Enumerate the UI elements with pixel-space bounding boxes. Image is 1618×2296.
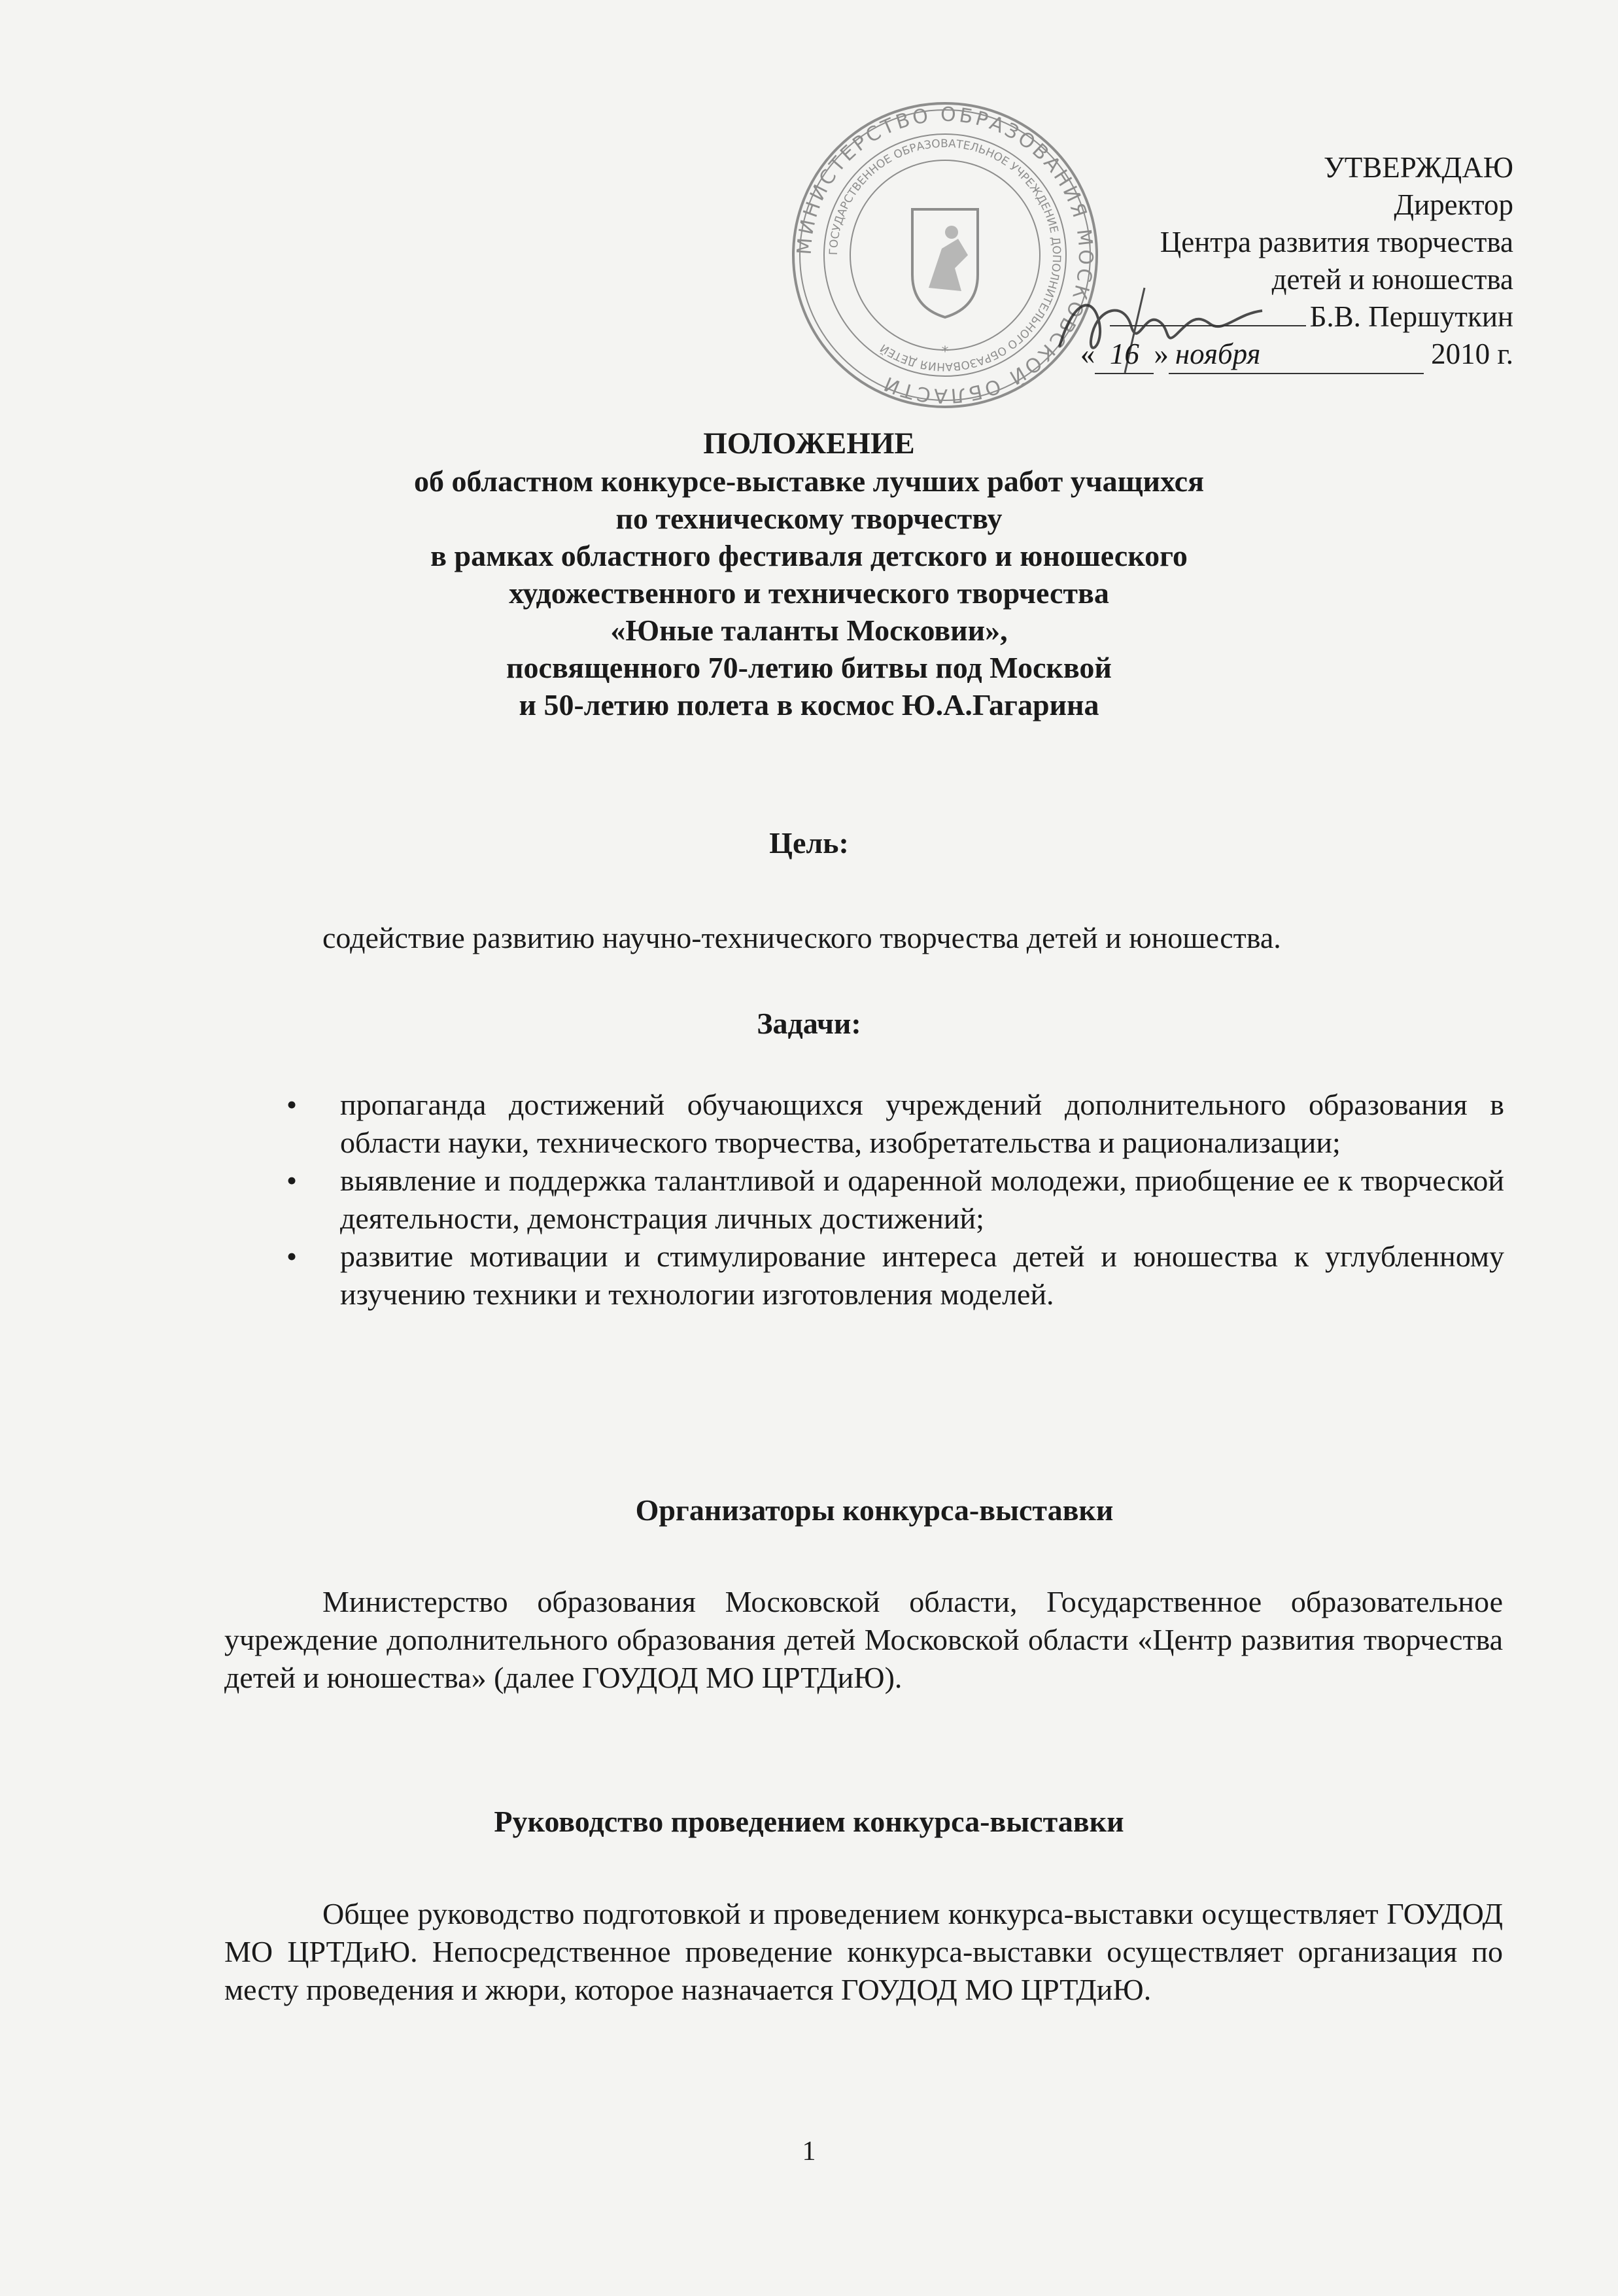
list-item: • выявление и поддержка талантливой и одаренной молодежи, приобщение ее к творческой деятельности, демонстрация личных достижений; [275, 1162, 1504, 1238]
approval-organization-cont: детей и юношества [1271, 263, 1513, 296]
list-item: • пропаганда достижений обучающихся учреждений дополнительного образования в области науки, технического творчества, изобретательства и рационализации; [275, 1086, 1504, 1162]
management-heading: Руководство проведением конкурса-выставки [494, 1805, 1124, 1838]
title-line: по техническому творчеству [615, 502, 1003, 535]
stamp-outer-text: МИНИСТЕРСТВО ОБРАЗОВАНИЯ МОСКОВСКОЙ ОБЛАСТИ [793, 103, 1097, 408]
tasks-heading: Задачи: [757, 1007, 861, 1040]
approval-year: 2010 г. [1431, 338, 1513, 370]
title-line: художественного и технического творчества [509, 576, 1109, 610]
bullet-icon: • [286, 1164, 298, 1197]
approval-day: 16 [1095, 336, 1154, 374]
svg-text:*: * [941, 344, 949, 360]
title-line: посвященного 70-летию битвы под Москвой [506, 651, 1112, 684]
document-title [196, 425, 1422, 723]
bullet-icon: • [286, 1088, 298, 1121]
approval-date: « 16 » ноября 2010 г. [1080, 336, 1513, 374]
tasks-list [275, 1086, 1504, 1313]
title-line: об областном конкурсе-выставке лучших работ учащихся [414, 464, 1204, 498]
approval-organization: Центра развития творчества [1160, 226, 1513, 258]
title-line: в рамках областного фестиваля детского и юношеского [430, 539, 1188, 572]
approval-position: Директор [1394, 188, 1513, 221]
organizers-text: Министерство образования Московской области, Государственное образовательное учреждение дополнительного образования детей Московской области «Центр развития творчества детей и юношества» (далее ГОУДОД МО ЦРТДиЮ). [224, 1585, 1503, 1694]
approval-month: ноября [1169, 336, 1424, 374]
title-line: «Юные таланты Московии», [610, 614, 1008, 647]
goal-heading: Цель: [769, 826, 849, 860]
document-title-main: ПОЛОЖЕНИЕ [703, 426, 915, 461]
approval-signature-line [925, 298, 1513, 336]
approval-block [925, 149, 1513, 374]
page-number: 1 [802, 2136, 816, 2166]
stamp-inner-text: ГОСУДАРСТВЕННОЕ ОБРАЗОВАТЕЛЬНОЕ УЧРЕЖДЕНИЕ ДОПОЛНИТЕЛЬНОГО ОБРАЗОВАНИЯ ДЕТЕЙ [827, 137, 1063, 374]
approval-director-name: Б.В. Першуткин [1309, 300, 1513, 333]
list-item: • развитие мотивации и стимулирование интереса детей и юношества к углубленному изучению техники и технологии изготовления моделей. [275, 1238, 1504, 1313]
management-text: Общее руководство подготовкой и проведением конкурса-выставки осуществляет ГОУДОД МО ЦРТДиЮ. Непосредственное проведение конкурса-выставки осуществляет организация по месту проведения и жюри, которое назначается ГОУДОД МО ЦРТДиЮ. [224, 1897, 1503, 2006]
approval-title: УТВЕРЖДАЮ [1323, 151, 1513, 184]
organizers-heading: Организаторы конкурса-выставки [635, 1493, 1114, 1527]
goal-text: содействие развитию научно-технического творчества детей и юношества. [322, 921, 1281, 954]
title-line: и 50-летию полета в космос Ю.А.Гагарина [519, 688, 1099, 722]
bullet-icon: • [286, 1240, 298, 1273]
